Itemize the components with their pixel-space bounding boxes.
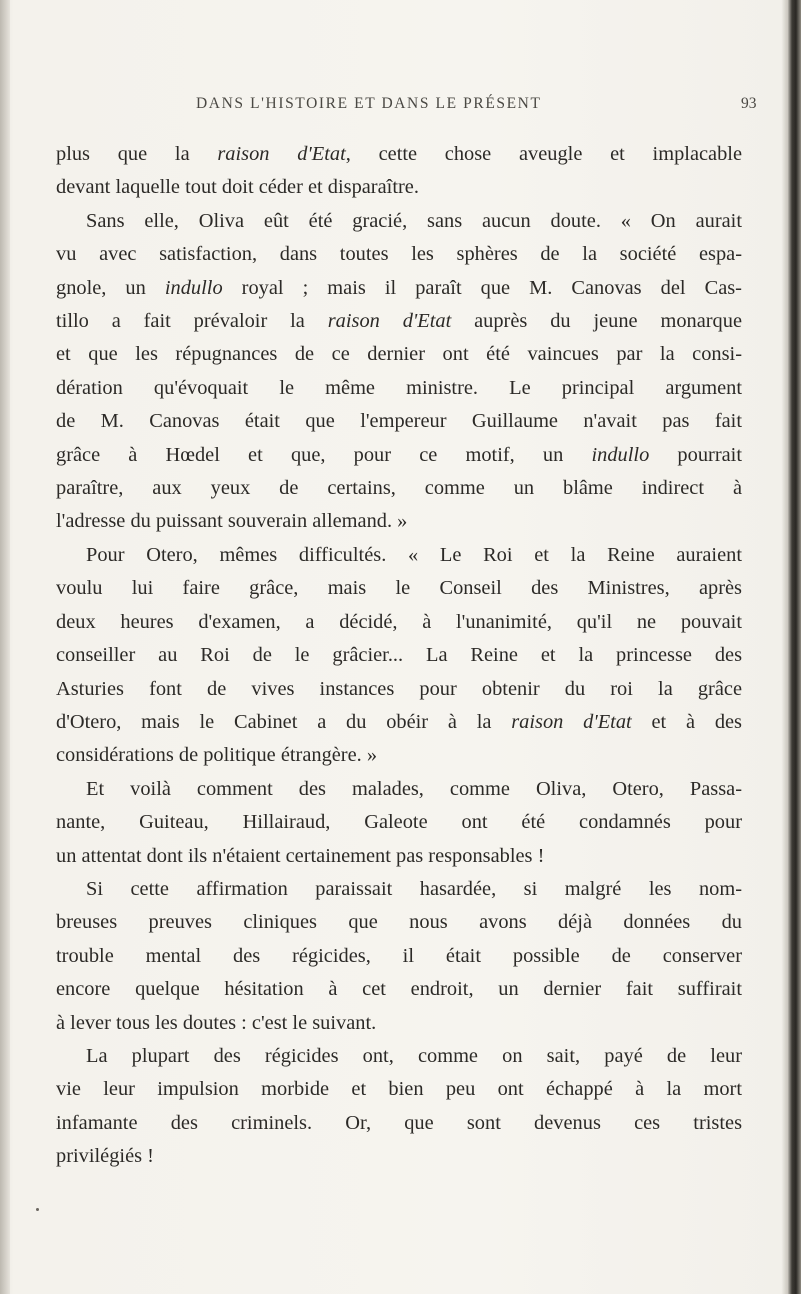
text-line: paraître, aux yeux de certains, comme un blâme indirect à [56, 477, 742, 500]
text-line: dération qu'évoquait le même ministre. Le principal argument [56, 376, 742, 399]
text-line: infamante des criminels. Or, que sont devenus ces tristes [56, 1111, 742, 1134]
body-text [56, 138, 742, 1174]
running-header: DANS L'HISTOIRE ET DANS LE PRÉSENT [196, 95, 542, 112]
text-line: considérations de politique étrangère. » [56, 744, 378, 767]
text-line: Si cette affirmation paraissait hasardée, si malgré les nom- [86, 877, 742, 900]
text-line: Asturies font de vives instances pour obtenir du roi la grâce [56, 677, 742, 700]
text-line: à lever tous les doutes : c'est le suivant. [56, 1011, 377, 1034]
paragraph [56, 539, 742, 773]
text-line: conseiller au Roi de le grâcier... La Reine et la princesse des [56, 644, 742, 667]
text-line: grâce à Hœdel et que, pour ce motif, un indullo pourrait [56, 443, 742, 466]
paragraph [56, 205, 742, 539]
text-line: Sans elle, Oliva eût été gracié, sans aucun doute. « On aurait [86, 209, 742, 232]
text-line: et que les répugnances de ce dernier ont été vaincues par la consi- [56, 343, 742, 366]
text-line: La plupart des régicides ont, comme on sait, payé de leur [86, 1044, 742, 1067]
text-line: l'adresse du puissant souverain allemand. » [56, 510, 408, 533]
text-line: d'Otero, mais le Cabinet a du obéir à la raison d'Etat et à des [56, 710, 742, 733]
page-gutter-shadow [0, 0, 10, 1294]
text-line: Et voilà comment des malades, comme Oliva, Otero, Passa- [86, 777, 742, 800]
paragraph [56, 773, 742, 873]
page-number: 93 [741, 95, 757, 112]
text-line: gnole, un indullo royal ; mais il paraît que M. Canovas del Cas- [56, 276, 742, 299]
text-line: un attentat dont ils n'étaient certainement pas responsables ! [56, 844, 545, 867]
text-line: encore quelque hésitation à cet endroit, un dernier fait suffirait [56, 978, 742, 1001]
text-line: nante, Guiteau, Hillairaud, Galeote ont été condamnés pour [56, 811, 742, 834]
text-line: trouble mental des régicides, il était possible de conserver [56, 944, 742, 967]
text-line: voulu lui faire grâce, mais le Conseil des Ministres, après [56, 577, 742, 600]
paragraph [56, 1040, 742, 1174]
text-line: breuses preuves cliniques que nous avons déjà données du [56, 911, 742, 934]
text-line: de M. Canovas était que l'empereur Guillaume n'avait pas fait [56, 410, 742, 433]
text-line: tillo a fait prévaloir la raison d'Etat auprès du jeune monarque [56, 310, 742, 333]
text-line: Pour Otero, mêmes difficultés. « Le Roi et la Reine auraient [86, 543, 742, 566]
text-line: privilégiés ! [56, 1145, 154, 1168]
text-line: devant laquelle tout doit céder et disparaître. [56, 176, 419, 199]
text-line: vie leur impulsion morbide et bien peu ont échappé à la mort [56, 1078, 742, 1101]
text-line: vu avec satisfaction, dans toutes les sphères de la société espa- [56, 243, 742, 266]
page-right-edge [787, 0, 801, 1294]
text-line: deux heures d'examen, a décidé, à l'unanimité, qu'il ne pouvait [56, 610, 742, 633]
text-line: plus que la raison d'Etat, cette chose aveugle et implacable [56, 143, 743, 165]
paragraph [56, 138, 742, 205]
paragraph [56, 873, 742, 1040]
margin-mark [36, 1208, 39, 1211]
